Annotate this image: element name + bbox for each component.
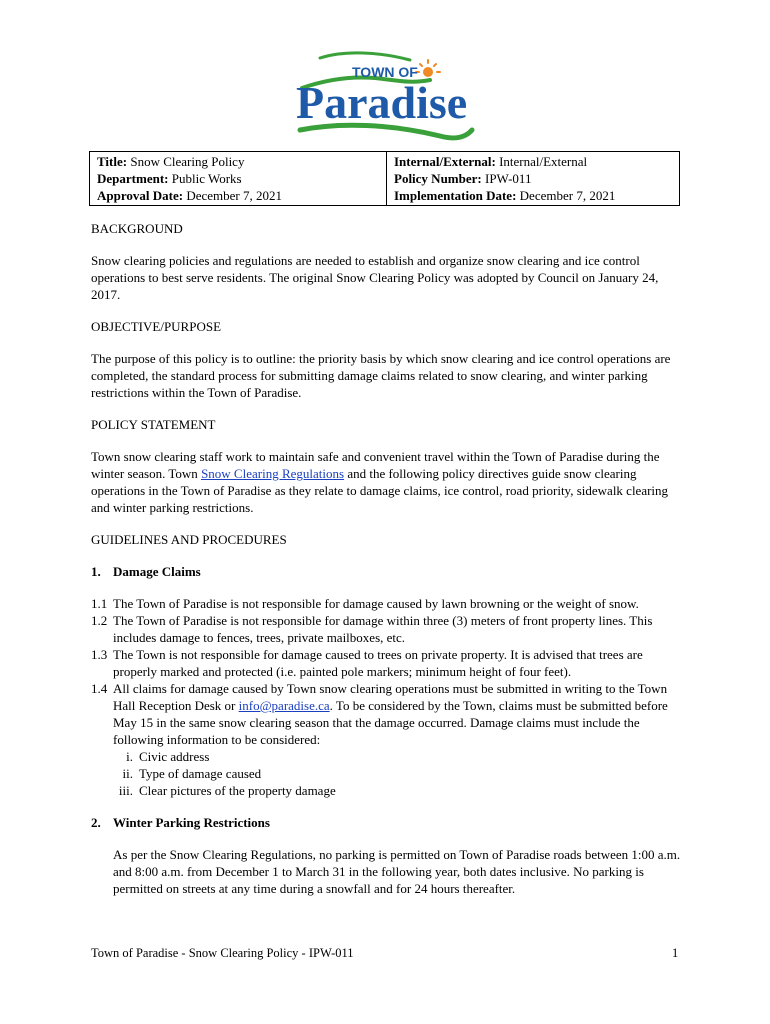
section-winter-parking-heading xyxy=(91,814,681,831)
sub-item-text: Civic address xyxy=(139,749,210,764)
footer-document-title: Town of Paradise - Snow Clearing Policy - IPW-011 xyxy=(91,946,354,960)
implementation-value: December 7, 2021 xyxy=(519,188,616,203)
list-item xyxy=(91,680,681,748)
approval-value: December 7, 2021 xyxy=(186,188,282,203)
section-damage-claims-heading xyxy=(91,563,681,580)
town-of-paradise-logo xyxy=(290,50,480,145)
implementation-label: Implementation Date: xyxy=(394,188,517,203)
background-text: Snow clearing policies and regulations are needed to establish and organize snow clearing and ice control operations to best serve residents. The original Snow Clearing Policy was adopted by Council on January 24, 2017. xyxy=(91,253,659,302)
internal-label: Internal/External: xyxy=(394,154,496,169)
implementation-row xyxy=(394,187,673,204)
snow-clearing-regulations-link[interactable]: Snow Clearing Regulations xyxy=(201,466,345,481)
internal-row xyxy=(394,153,673,170)
section-number: 1. xyxy=(91,564,101,579)
sub-item-number: i. xyxy=(126,749,133,764)
metadata-right-cell xyxy=(387,152,680,206)
objective-heading: OBJECTIVE/PURPOSE xyxy=(91,319,222,334)
section-title: Winter Parking Restrictions xyxy=(113,815,270,830)
item-number: 1.2 xyxy=(91,613,108,628)
guidelines-heading: GUIDELINES AND PROCEDURES xyxy=(91,532,287,547)
item-number: 1.3 xyxy=(91,647,108,662)
item-number: 1.1 xyxy=(91,596,108,611)
department-value: Public Works xyxy=(171,171,242,186)
policy-heading: POLICY STATEMENT xyxy=(91,417,216,432)
section-title: Damage Claims xyxy=(113,564,201,579)
winter-parking-text: As per the Snow Clearing Regulations, no parking is permitted on Town of Paradise roads between 1:00 a.m. and 8:00 a.m. from December 1 to March 31 in the following year, both dates inclusive. No parking is permitted on streets at any time during a snowfall and for 24 hours thereafter. xyxy=(113,847,681,896)
policy-number-value: IPW-011 xyxy=(484,171,532,186)
title-row xyxy=(97,153,380,170)
document-body xyxy=(91,220,681,897)
approval-row xyxy=(97,187,380,204)
department-label: Department: xyxy=(97,171,169,186)
sub-item-number: iii. xyxy=(118,783,133,798)
policy-text-start: Town snow clearing staff work to maintain safe and convenient travel within the Town of Paradise during the winter season. Town xyxy=(91,449,660,481)
policy-text xyxy=(91,448,681,516)
item-text-start: All claims for damage caused by Town snow clearing operations must be submitted in writing to the Town Hall Reception Desk or xyxy=(113,681,668,713)
department-row xyxy=(97,170,380,187)
item-text: The Town of Paradise is not responsible for damage within three (3) meters of front property lines. This includes damage to fences, trees, private mailboxes, etc. xyxy=(113,613,653,645)
item-text: The Town is not responsible for damage caused to trees on private property. It is advised that trees are properly marked and protected (i.e. painted pole markers; minimum height of four feet). xyxy=(113,647,643,679)
policy-metadata-table xyxy=(89,151,680,206)
svg-text:TOWN OF: TOWN OF xyxy=(352,64,418,80)
policy-number-label: Policy Number: xyxy=(394,171,482,186)
list-item xyxy=(91,595,681,612)
item-text-end: . To be considered by the Town, claims must be submitted before May 15 in the same snow clearing season that the damage occurred. Damage claims must include the following information to be considered: xyxy=(113,698,668,747)
metadata-left-cell xyxy=(90,152,387,206)
policy-number-row xyxy=(394,170,673,187)
info-email-link[interactable]: info@paradise.ca xyxy=(238,698,330,713)
approval-label: Approval Date: xyxy=(97,188,184,203)
internal-value: Internal/External xyxy=(499,154,588,169)
item-number: 1.4 xyxy=(91,681,108,696)
sub-list-item xyxy=(91,748,681,765)
title-value: Snow Clearing Policy xyxy=(130,154,245,169)
item-text: The Town of Paradise is not responsible for damage caused by lawn browning or the weight of snow. xyxy=(113,596,639,611)
sub-item-number: ii. xyxy=(122,766,133,781)
list-item xyxy=(91,612,681,646)
objective-text: The purpose of this policy is to outline: the priority basis by which snow clearing and ice control operations are completed, the standard process for submitting damage claims related to snow clearing, and winter parking restrictions within the Town of Paradise. xyxy=(91,351,671,400)
policy-text-end: and the following policy directives guide snow clearing operations in the Town of Paradise as they relate to damage claims, ice control, road priority, sidewalk clearing and winter parking restrictions. xyxy=(91,466,669,515)
sub-item-text: Type of damage caused xyxy=(139,766,262,781)
list-item xyxy=(91,646,681,680)
item-text xyxy=(113,680,681,748)
svg-text:Paradise: Paradise xyxy=(296,77,468,128)
page-number: 1 xyxy=(672,946,679,960)
background-heading: BACKGROUND xyxy=(91,221,183,236)
sub-list-item xyxy=(91,765,681,782)
sub-item-text: Clear pictures of the property damage xyxy=(139,783,336,798)
sub-list-item xyxy=(91,782,681,799)
title-label: Title: xyxy=(97,154,128,169)
section-number: 2. xyxy=(91,815,101,830)
